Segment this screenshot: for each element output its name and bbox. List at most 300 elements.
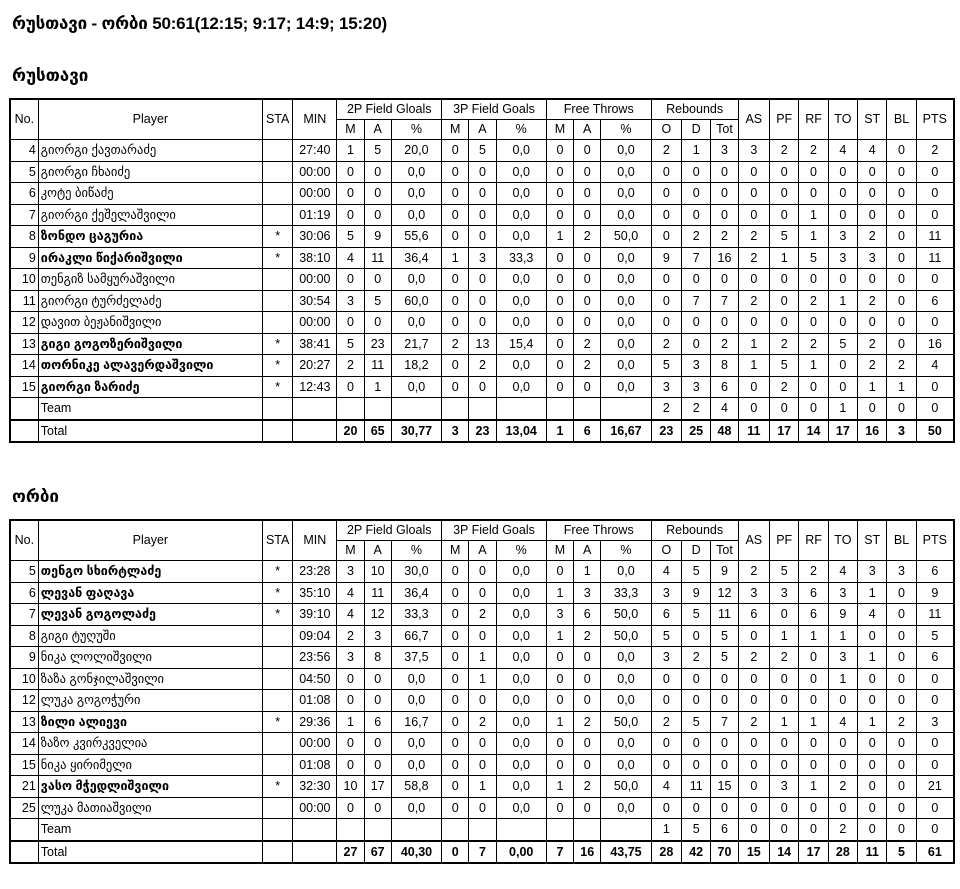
stat-ftm: 0 — [546, 376, 573, 398]
minutes: 00:00 — [293, 312, 337, 334]
stat-pf: 0 — [770, 204, 799, 226]
total-bl: 3 — [887, 420, 916, 443]
header-3p-field-goals: 3P Field Goals — [442, 520, 547, 541]
total-min-cell — [293, 420, 337, 443]
player-name: Team — [38, 398, 262, 420]
stat-p3p: 0,0 — [496, 183, 546, 205]
stat-o: 0 — [651, 690, 681, 712]
stat-d: 2 — [682, 647, 711, 669]
stat-bl: 0 — [887, 776, 916, 798]
stat-p3m: 0 — [442, 204, 469, 226]
stat-o: 0 — [651, 312, 681, 334]
stat-as: 0 — [738, 754, 769, 776]
stat-to: 4 — [828, 140, 857, 162]
starter-mark: * — [262, 711, 292, 733]
player-number: 9 — [10, 647, 38, 669]
stat-p3a: 1 — [469, 776, 496, 798]
stat-p2m: 0 — [337, 376, 364, 398]
subheader-a: A — [364, 120, 391, 140]
stat-to: 0 — [828, 204, 857, 226]
player-name: ზაზო კვირკველია — [38, 733, 262, 755]
stat-p3m: 0 — [442, 140, 469, 162]
stat-p3m: 0 — [442, 625, 469, 647]
table-row — [10, 754, 954, 776]
total-min-cell — [293, 841, 337, 864]
stat-tot: 12 — [711, 582, 738, 604]
table-row — [10, 711, 954, 733]
player-name: გიგი გოგოზერიშვილი — [38, 333, 262, 355]
stat-ftp: 0,0 — [601, 797, 651, 819]
starter-mark: * — [262, 226, 292, 248]
stat-p2m: 1 — [337, 140, 364, 162]
stat-rf: 0 — [799, 376, 828, 398]
stat-p3p: 0,0 — [496, 776, 546, 798]
stat-d: 5 — [682, 604, 711, 626]
stat-ftp: 50,0 — [601, 604, 651, 626]
stat-p2p: 0,0 — [391, 690, 441, 712]
player-number: 15 — [10, 376, 38, 398]
header-as: AS — [738, 99, 769, 140]
stat-bl: 0 — [887, 312, 916, 334]
stat-pts: 0 — [916, 376, 954, 398]
stat-pf: 3 — [770, 582, 799, 604]
stat-pf: 0 — [770, 161, 799, 183]
stat-p2m: 0 — [337, 754, 364, 776]
header-sta: STA — [262, 520, 292, 561]
stat-ftp: 0,0 — [601, 140, 651, 162]
starter-mark — [262, 398, 292, 420]
subheader-a: A — [574, 120, 601, 140]
player-number: 25 — [10, 797, 38, 819]
total-p3m: 0 — [442, 841, 469, 864]
player-name: ზაზა გონჯილაშვილი — [38, 668, 262, 690]
stat-p2p: 0,0 — [391, 668, 441, 690]
stat-ftp: 50,0 — [601, 711, 651, 733]
total-p2m: 27 — [337, 841, 364, 864]
stat-p3m: 0 — [442, 290, 469, 312]
stat-p2m: 0 — [337, 733, 364, 755]
header-as: AS — [738, 520, 769, 561]
table-row — [10, 355, 954, 377]
stat-p3p: 0,0 — [496, 204, 546, 226]
stat-rf: 0 — [799, 183, 828, 205]
stat-bl: 0 — [887, 690, 916, 712]
stat-p3a: 2 — [469, 604, 496, 626]
stat-ftp: 0,0 — [601, 333, 651, 355]
stat-p3p: 0,0 — [496, 711, 546, 733]
stat-bl: 0 — [887, 625, 916, 647]
stat-as: 0 — [738, 398, 769, 420]
stat-ftm: 0 — [546, 647, 573, 669]
player-number: 12 — [10, 690, 38, 712]
stat-pts: 11 — [916, 247, 954, 269]
stat-pts: 4 — [916, 355, 954, 377]
player-name: თენგიზ სამყურაშვილი — [38, 269, 262, 291]
stat-fta: 0 — [574, 733, 601, 755]
total-pf: 14 — [770, 841, 799, 864]
stat-pts: 0 — [916, 161, 954, 183]
stat-pf: 0 — [770, 312, 799, 334]
stat-p3m: 0 — [442, 183, 469, 205]
stat-as: 0 — [738, 161, 769, 183]
stat-d: 0 — [682, 161, 711, 183]
stat-pf: 1 — [770, 625, 799, 647]
stat-pts: 11 — [916, 604, 954, 626]
stat-tot: 0 — [711, 733, 738, 755]
stat-p2m — [337, 398, 364, 420]
stat-p3p: 0,0 — [496, 733, 546, 755]
stat-to: 3 — [828, 647, 857, 669]
player-number: 6 — [10, 582, 38, 604]
stat-p3a: 2 — [469, 711, 496, 733]
stat-st: 2 — [858, 355, 887, 377]
stat-pf: 0 — [770, 604, 799, 626]
stat-pts: 0 — [916, 204, 954, 226]
starter-mark — [262, 797, 292, 819]
stat-p3p: 0,0 — [496, 161, 546, 183]
header-to: TO — [828, 520, 857, 561]
stat-tot: 0 — [711, 797, 738, 819]
total-p2p: 40,30 — [391, 841, 441, 864]
minutes: 38:10 — [293, 247, 337, 269]
stat-p2a: 0 — [364, 312, 391, 334]
stat-to: 0 — [828, 312, 857, 334]
subheader-m: M — [337, 541, 364, 561]
stat-tot: 0 — [711, 668, 738, 690]
stat-p3a: 0 — [469, 183, 496, 205]
subheader-o: O — [651, 120, 681, 140]
stat-pf: 2 — [770, 647, 799, 669]
stat-o: 2 — [651, 333, 681, 355]
stat-ftp: 0,0 — [601, 690, 651, 712]
minutes: 23:28 — [293, 561, 337, 583]
player-number: 10 — [10, 668, 38, 690]
subheader-percent: % — [601, 120, 651, 140]
starter-mark — [262, 625, 292, 647]
stat-p3p: 0,0 — [496, 797, 546, 819]
subheader-m: M — [442, 120, 469, 140]
stat-fta: 0 — [574, 647, 601, 669]
stat-p2m: 4 — [337, 582, 364, 604]
player-number — [10, 398, 38, 420]
stat-fta: 0 — [574, 247, 601, 269]
player-name: გიორგი ქავთარაძე — [38, 140, 262, 162]
stat-pf: 0 — [770, 290, 799, 312]
total-ftp: 16,67 — [601, 420, 651, 443]
stat-ftp: 0,0 — [601, 647, 651, 669]
stat-p3m: 2 — [442, 333, 469, 355]
subheader-tot: Tot — [711, 541, 738, 561]
stat-bl: 0 — [887, 247, 916, 269]
stat-pts: 6 — [916, 647, 954, 669]
stat-o: 0 — [651, 183, 681, 205]
total-rf: 17 — [799, 841, 828, 864]
stat-p3m: 0 — [442, 647, 469, 669]
header-st: ST — [858, 99, 887, 140]
subheader-percent: % — [391, 120, 441, 140]
table-row — [10, 582, 954, 604]
stat-p3p: 0,0 — [496, 290, 546, 312]
stat-ftp: 0,0 — [601, 247, 651, 269]
stat-d: 9 — [682, 582, 711, 604]
stat-rf: 0 — [799, 754, 828, 776]
table-row — [10, 204, 954, 226]
header-free-throws: Free Throws — [546, 520, 651, 541]
stat-to: 2 — [828, 776, 857, 798]
stat-p3m: 0 — [442, 733, 469, 755]
player-number: 8 — [10, 226, 38, 248]
minutes — [293, 398, 337, 420]
total-st: 11 — [858, 841, 887, 864]
player-name: გიორგი ქეშელაშვილი — [38, 204, 262, 226]
stat-as: 2 — [738, 647, 769, 669]
stat-pf: 0 — [770, 183, 799, 205]
stat-to: 9 — [828, 604, 857, 626]
subheader-percent: % — [496, 541, 546, 561]
stat-p2a: 8 — [364, 647, 391, 669]
stat-p3p: 33,3 — [496, 247, 546, 269]
stat-to: 0 — [828, 754, 857, 776]
stat-o: 0 — [651, 161, 681, 183]
stat-o: 2 — [651, 711, 681, 733]
total-p3p: 0,00 — [496, 841, 546, 864]
stat-ftm: 0 — [546, 290, 573, 312]
stat-p2a: 6 — [364, 711, 391, 733]
stat-p3p: 15,4 — [496, 333, 546, 355]
stat-p3a: 0 — [469, 376, 496, 398]
player-number: 4 — [10, 140, 38, 162]
stat-pf: 2 — [770, 333, 799, 355]
stat-p3a: 0 — [469, 290, 496, 312]
stat-p2a: 0 — [364, 690, 391, 712]
total-bl: 5 — [887, 841, 916, 864]
stat-d: 1 — [682, 140, 711, 162]
stat-p3a — [469, 819, 496, 841]
stat-pf: 0 — [770, 690, 799, 712]
header-bl: BL — [887, 520, 916, 561]
stat-o: 0 — [651, 754, 681, 776]
player-name: დავით ბეჟანიშვილი — [38, 312, 262, 334]
stat-to: 1 — [828, 668, 857, 690]
stat-d: 0 — [682, 668, 711, 690]
stat-ftm: 0 — [546, 140, 573, 162]
player-number: 5 — [10, 161, 38, 183]
stat-tot: 3 — [711, 140, 738, 162]
starter-mark — [262, 668, 292, 690]
stat-pf: 0 — [770, 733, 799, 755]
stat-p3a: 0 — [469, 690, 496, 712]
stat-pf: 0 — [770, 668, 799, 690]
stat-ftm: 0 — [546, 161, 573, 183]
table-row — [10, 625, 954, 647]
stat-p3m: 0 — [442, 376, 469, 398]
stat-bl: 0 — [887, 604, 916, 626]
subheader-a: A — [364, 541, 391, 561]
minutes: 30:06 — [293, 226, 337, 248]
stat-p3p: 0,0 — [496, 376, 546, 398]
stat-pts: 5 — [916, 625, 954, 647]
player-name: ირაკლი წიქარიშვილი — [38, 247, 262, 269]
stat-st: 2 — [858, 333, 887, 355]
stat-o: 3 — [651, 647, 681, 669]
minutes: 00:00 — [293, 733, 337, 755]
stat-p3a: 0 — [469, 204, 496, 226]
header-pts: PTS — [916, 520, 954, 561]
stat-p3m: 0 — [442, 161, 469, 183]
minutes: 00:00 — [293, 161, 337, 183]
total-number-cell — [10, 841, 38, 864]
stat-p2m: 10 — [337, 776, 364, 798]
stat-p3p: 0,0 — [496, 140, 546, 162]
stat-o: 0 — [651, 733, 681, 755]
stat-rf: 0 — [799, 312, 828, 334]
total-ftp: 43,75 — [601, 841, 651, 864]
stat-d: 7 — [682, 247, 711, 269]
stat-ftm: 3 — [546, 604, 573, 626]
team-name-away: ორბი — [12, 487, 59, 506]
minutes: 35:10 — [293, 582, 337, 604]
stat-p3a: 0 — [469, 561, 496, 583]
player-name: გიგი ტუღუში — [38, 625, 262, 647]
stat-rf: 0 — [799, 161, 828, 183]
stat-p2p: 0,0 — [391, 312, 441, 334]
player-name: ვასო მჭედლიშვილი — [38, 776, 262, 798]
stat-st: 1 — [858, 376, 887, 398]
subheader-m: M — [546, 120, 573, 140]
table-row — [10, 776, 954, 798]
header-rebounds: Rebounds — [651, 99, 738, 120]
header-player: Player — [38, 520, 262, 561]
stat-st: 0 — [858, 733, 887, 755]
stat-ftp: 0,0 — [601, 312, 651, 334]
stat-as: 0 — [738, 183, 769, 205]
total-p3a: 23 — [469, 420, 496, 443]
stat-tot: 2 — [711, 226, 738, 248]
stat-p3m: 0 — [442, 797, 469, 819]
stat-to: 3 — [828, 226, 857, 248]
stat-bl: 0 — [887, 797, 916, 819]
stat-p2a: 0 — [364, 797, 391, 819]
stat-o: 0 — [651, 668, 681, 690]
stat-as: 0 — [738, 376, 769, 398]
minutes: 12:43 — [293, 376, 337, 398]
stat-to: 0 — [828, 355, 857, 377]
starter-mark: * — [262, 355, 292, 377]
stat-p2m: 5 — [337, 226, 364, 248]
starter-mark — [262, 733, 292, 755]
minutes: 01:19 — [293, 204, 337, 226]
table-row — [10, 269, 954, 291]
stat-p2a: 5 — [364, 290, 391, 312]
stat-rf: 0 — [799, 797, 828, 819]
stat-fta: 0 — [574, 312, 601, 334]
total-o: 23 — [651, 420, 681, 443]
table-row — [10, 690, 954, 712]
stat-ftm: 1 — [546, 776, 573, 798]
stat-bl: 0 — [887, 290, 916, 312]
stat-d: 5 — [682, 561, 711, 583]
stat-p3p: 0,0 — [496, 355, 546, 377]
stat-p2a: 0 — [364, 161, 391, 183]
stat-p2p: 0,0 — [391, 161, 441, 183]
stat-p3m: 0 — [442, 754, 469, 776]
stat-bl: 0 — [887, 398, 916, 420]
stat-d: 0 — [682, 797, 711, 819]
starter-mark — [262, 183, 292, 205]
minutes: 00:00 — [293, 797, 337, 819]
stat-p3m: 0 — [442, 312, 469, 334]
stat-bl: 0 — [887, 269, 916, 291]
table-row — [10, 797, 954, 819]
starter-mark: * — [262, 561, 292, 583]
player-name: ლევან ფაღავა — [38, 582, 262, 604]
stat-ftm: 0 — [546, 754, 573, 776]
stat-fta: 0 — [574, 204, 601, 226]
stat-rf: 1 — [799, 625, 828, 647]
stat-p2p: 0,0 — [391, 376, 441, 398]
stat-ftm: 0 — [546, 355, 573, 377]
stat-p2a — [364, 819, 391, 841]
stat-rf: 0 — [799, 819, 828, 841]
header-no: No. — [10, 99, 38, 140]
player-name: ლუკა მათიაშვილი — [38, 797, 262, 819]
total-p2m: 20 — [337, 420, 364, 443]
header-bl: BL — [887, 99, 916, 140]
stat-o: 0 — [651, 290, 681, 312]
stat-pf: 5 — [770, 226, 799, 248]
stat-p3m: 0 — [442, 582, 469, 604]
stat-p3p: 0,0 — [496, 647, 546, 669]
stat-ftp: 0,0 — [601, 733, 651, 755]
stat-p2a: 5 — [364, 140, 391, 162]
stat-p2a: 9 — [364, 226, 391, 248]
stat-to: 3 — [828, 247, 857, 269]
stat-p2m: 0 — [337, 797, 364, 819]
stat-fta: 0 — [574, 183, 601, 205]
stat-p3m: 0 — [442, 776, 469, 798]
stat-d: 11 — [682, 776, 711, 798]
stat-pf: 1 — [770, 711, 799, 733]
stat-d: 0 — [682, 183, 711, 205]
header-rebounds: Rebounds — [651, 520, 738, 541]
stat-to: 5 — [828, 333, 857, 355]
stat-pts: 6 — [916, 561, 954, 583]
total-d: 25 — [682, 420, 711, 443]
stat-p3m: 0 — [442, 269, 469, 291]
stat-ftm: 0 — [546, 204, 573, 226]
stat-d: 0 — [682, 690, 711, 712]
stat-ftm: 0 — [546, 561, 573, 583]
stat-fta: 0 — [574, 290, 601, 312]
stat-ftm: 0 — [546, 247, 573, 269]
stat-p2p: 0,0 — [391, 733, 441, 755]
stat-tot: 0 — [711, 312, 738, 334]
minutes: 00:00 — [293, 183, 337, 205]
stat-p2p: 18,2 — [391, 355, 441, 377]
stat-p2p: 66,7 — [391, 625, 441, 647]
stat-st: 2 — [858, 226, 887, 248]
stat-p2m — [337, 819, 364, 841]
total-row — [10, 841, 954, 864]
stat-rf: 1 — [799, 204, 828, 226]
player-name: ლუკა გოგოჭური — [38, 690, 262, 712]
stat-p2p: 36,4 — [391, 247, 441, 269]
stat-p2p: 37,5 — [391, 647, 441, 669]
stat-p3m: 0 — [442, 226, 469, 248]
stat-fta: 0 — [574, 140, 601, 162]
game-title: რუსთავი - ორბი 50:61(12:15; 9:17; 14:9; 15:20) — [12, 14, 387, 33]
stat-p2p: 0,0 — [391, 204, 441, 226]
